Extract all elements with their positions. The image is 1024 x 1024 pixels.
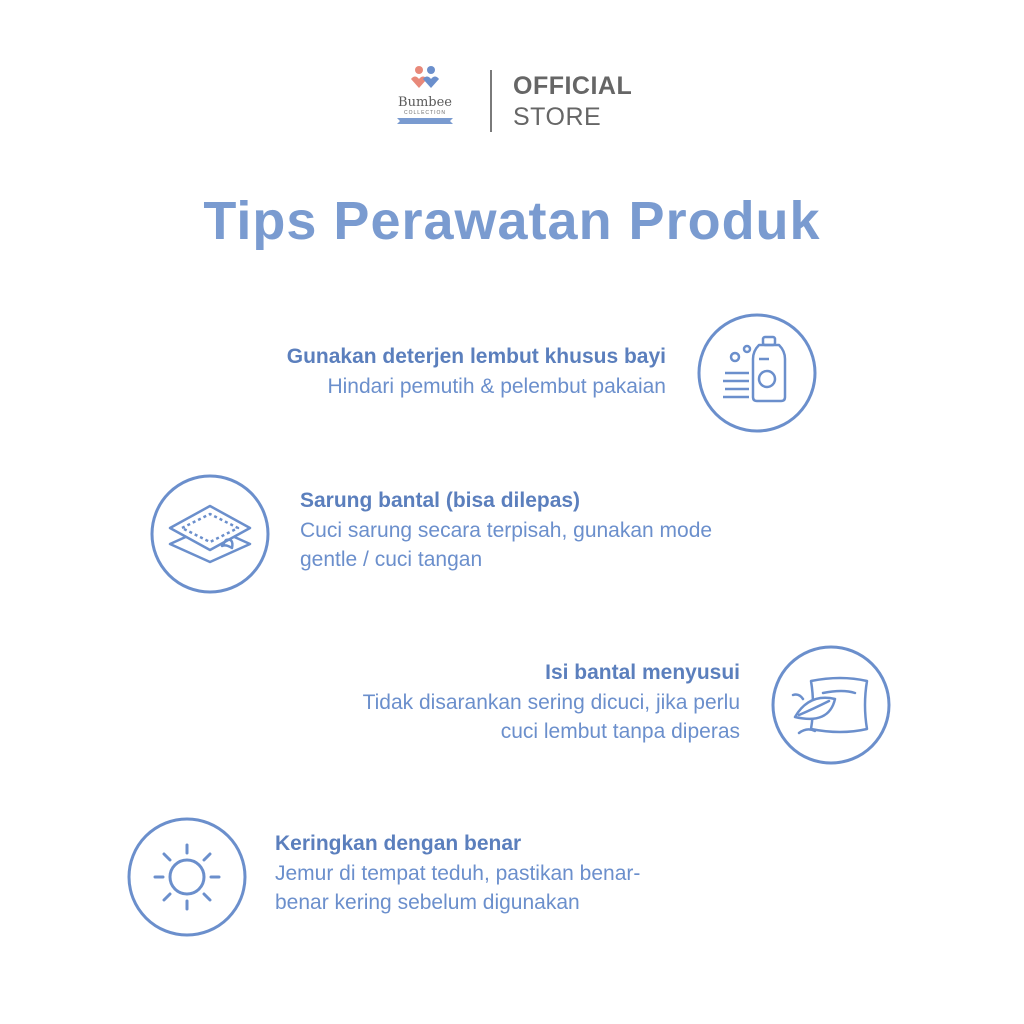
page-title: Tips Perawatan Produk: [203, 191, 821, 251]
tip-title: Gunakan deterjen lembut khusus bayi: [286, 345, 666, 368]
official-label: OFFICIAL: [513, 72, 633, 100]
brand-logo: [385, 62, 475, 132]
tip-desc-line: Cuci sarung secara terpisah, gunakan mode: [300, 519, 713, 542]
tip-item-pillow-filling: [180, 658, 740, 746]
tip-title: Sarung bantal (bisa dilepas): [300, 489, 581, 512]
sun-icon: [127, 817, 247, 937]
brand-name: Bumbee: [398, 95, 452, 110]
brand-sub: COLLECTION: [404, 110, 446, 116]
fabric-layers-icon: [150, 474, 270, 594]
tip-item-detergent: [120, 342, 666, 401]
ribbon-icon: [397, 117, 453, 125]
store-label: STORE: [513, 103, 602, 131]
tip-desc-line: Jemur di tempat teduh, pastikan benar-: [275, 862, 641, 885]
tip-item-pillowcase: [300, 486, 860, 574]
tip-desc-line: gentle / cuci tangan: [300, 548, 483, 571]
header-divider: [490, 70, 492, 132]
logo-mark-icon: [385, 62, 465, 96]
tip-desc-line: Tidak disarankan sering dicuci, jika perlu: [362, 691, 740, 714]
tip-desc-line: benar kering sebelum digunakan: [275, 891, 580, 914]
pillow-feather-icon: [771, 645, 891, 765]
tip-desc-line: cuci lembut tanpa diperas: [500, 720, 740, 743]
detergent-icon: [697, 313, 817, 433]
tip-title: Keringkan dengan benar: [275, 832, 522, 855]
tip-desc-line: Hindari pemutih & pelembut pakaian: [327, 375, 666, 398]
tip-title: Isi bantal menyusui: [545, 661, 740, 684]
tip-item-drying: [275, 829, 835, 917]
